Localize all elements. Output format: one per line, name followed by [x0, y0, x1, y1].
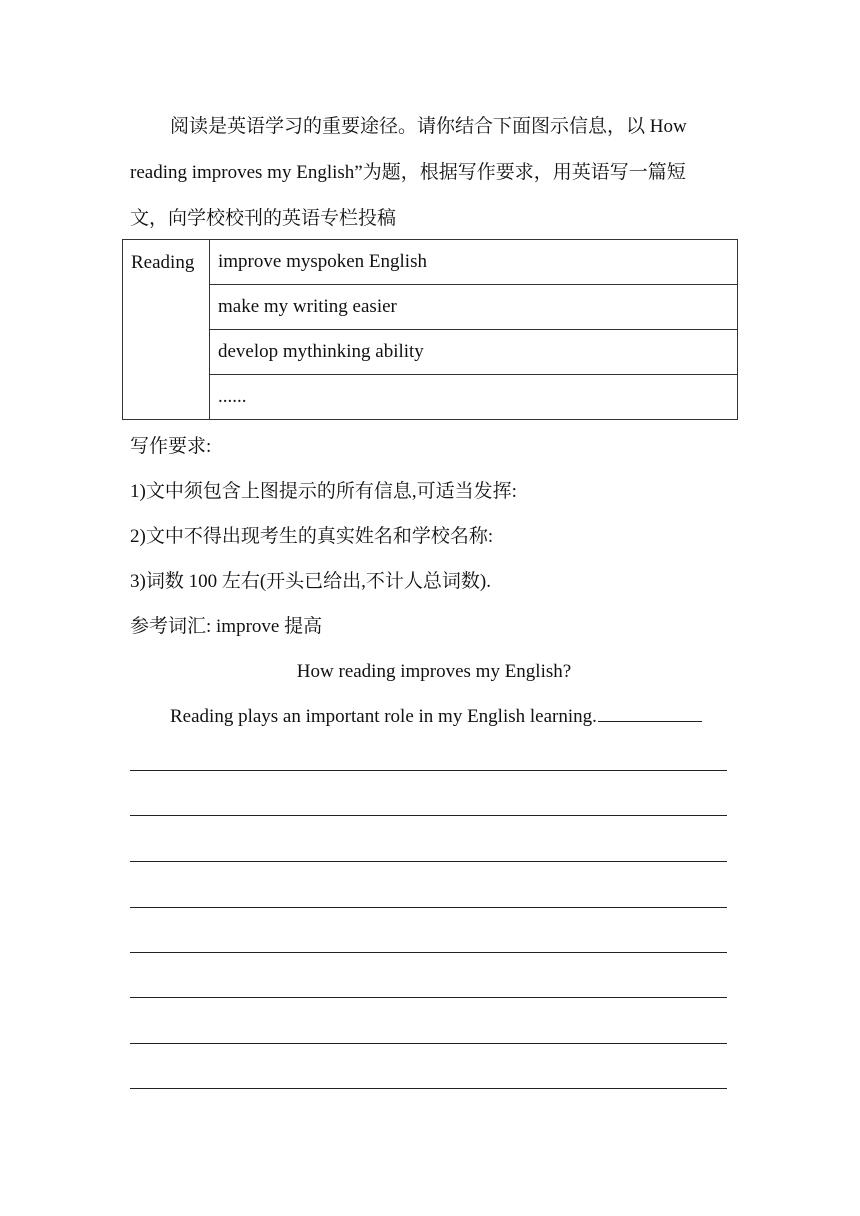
writing-line[interactable] — [130, 1088, 727, 1089]
table-row — [123, 285, 738, 330]
writing-line[interactable] — [130, 815, 727, 816]
writing-line[interactable] — [130, 952, 727, 953]
table-row — [123, 330, 738, 375]
requirement-item-3: 3)词数 100 左右(开头已给出,不计人总词数). — [130, 571, 491, 592]
table-row — [123, 240, 738, 285]
table-cell: develop mythinking ability — [210, 330, 738, 375]
writing-line[interactable] — [130, 1043, 727, 1044]
essay-opening-line — [130, 694, 738, 740]
prompt-line-1: 阅读是英语学习的重要途径。请你结合下面图示信息，以 How — [170, 116, 687, 137]
prompt-line-2: reading improves my English”为题，根据写作要求，用英语写一篇短 — [130, 162, 686, 183]
writing-line[interactable] — [130, 770, 727, 771]
table-cell: make my writing easier — [210, 285, 738, 330]
essay-title: How reading improves my English? — [296, 661, 572, 682]
writing-blank-inline[interactable] — [598, 703, 702, 722]
writing-line[interactable] — [130, 907, 727, 908]
writing-line[interactable] — [130, 997, 727, 998]
requirements-title: 写作要求: — [130, 436, 212, 457]
writing-line[interactable] — [130, 861, 727, 862]
table-cell: ...... — [210, 375, 738, 420]
prompt-line-3: 文，向学校校刊的英语专栏投稿 — [130, 208, 397, 229]
requirement-item-1: 1)文中须包含上图提示的所有信息,可适当发挥: — [130, 481, 517, 502]
essay-opening-text: Reading plays an important role in my English learning. — [170, 706, 597, 727]
table-cell: improve myspoken English — [210, 240, 738, 285]
table-head-cell: Reading — [123, 240, 210, 420]
vocabulary-hint: 参考词汇: improve 提高 — [130, 616, 323, 637]
requirement-item-2: 2)文中不得出现考生的真实姓名和学校名称: — [130, 526, 494, 547]
table-row — [123, 375, 738, 420]
hint-table — [122, 239, 738, 420]
